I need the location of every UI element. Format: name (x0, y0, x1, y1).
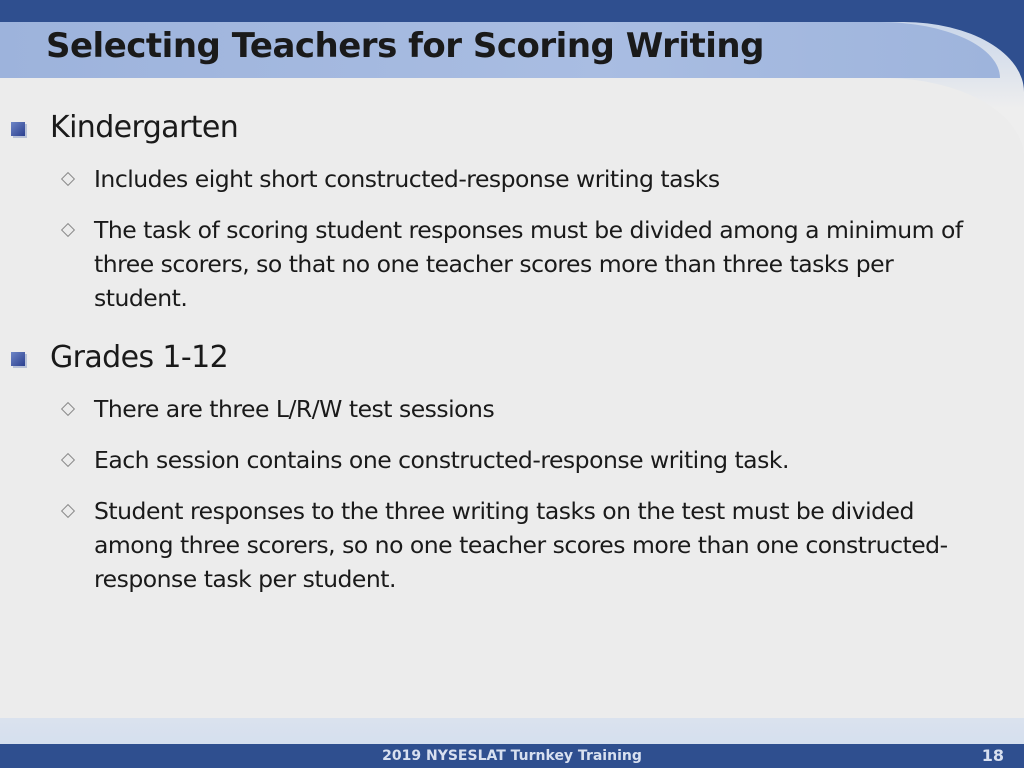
diamond-bullet-icon (61, 223, 75, 237)
list-item (0, 494, 1000, 596)
list-item (0, 392, 1000, 426)
diamond-bullet-icon (61, 402, 75, 416)
slide-content (0, 108, 1000, 613)
section-heading-text: Grades 1-12 (50, 340, 229, 375)
section-heading-text: Kindergarten (50, 110, 239, 145)
list-item (0, 162, 1000, 196)
list-item-text: The task of scoring student responses must be divided among a minimum of three scorers, so that no one teacher scores more than three tasks per student. (94, 216, 963, 312)
slide-title: Selecting Teachers for Scoring Writing (46, 26, 764, 66)
section-heading-grades (0, 338, 1000, 378)
diamond-bullet-icon (61, 172, 75, 186)
square-bullet-icon (11, 352, 25, 366)
list-item (0, 213, 1000, 315)
footer-text: 2019 NYSESLAT Turnkey Training (382, 748, 642, 764)
list-item-text: There are three L/R/W test sessions (94, 395, 495, 423)
section-heading-kindergarten (0, 108, 1000, 148)
diamond-bullet-icon (61, 453, 75, 467)
list-item-text: Includes eight short constructed-response writing tasks (94, 165, 720, 193)
list-item (0, 443, 1000, 477)
list-item-text: Student responses to the three writing tasks on the test must be divided among three scorers, so no one teacher scores more than one constructed-response task per student. (94, 497, 948, 593)
list-item-text: Each session contains one constructed-response writing task. (94, 446, 789, 474)
page-number: 18 (981, 746, 1004, 765)
square-bullet-icon (11, 122, 25, 136)
diamond-bullet-icon (61, 504, 75, 518)
